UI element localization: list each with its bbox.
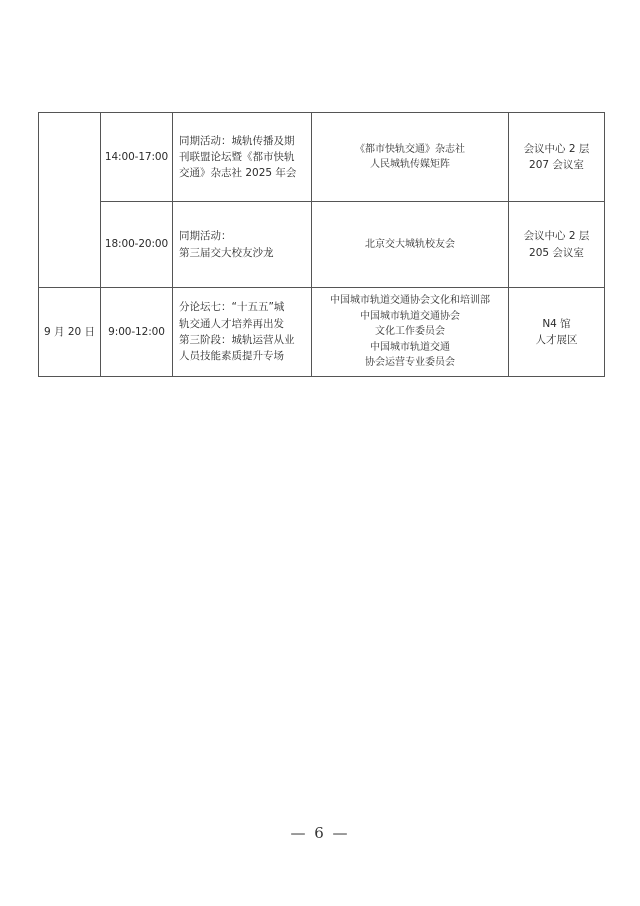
event-cell <box>173 288 312 377</box>
organizer-line: 中国城市轨道交通协会 <box>360 310 460 322</box>
venue-line: 205 会议室 <box>529 246 584 259</box>
time-cell: 14:00-17:00 <box>101 113 173 202</box>
venue-line: 会议中心 2 层 <box>523 142 590 155</box>
event-cell <box>173 113 312 202</box>
event-cell <box>173 202 312 288</box>
time-cell: 9:00-12:00 <box>101 288 173 377</box>
venue-line: 会议中心 2 层 <box>523 230 590 243</box>
venue-cell <box>509 202 605 288</box>
date-cell <box>39 113 101 288</box>
event-line: 同期活动： <box>179 230 232 243</box>
table-row <box>39 113 605 202</box>
event-line: 轨交通人才培养再出发 <box>179 317 284 330</box>
organizer-cell <box>312 288 509 377</box>
event-line: 人员技能素质提升专场 <box>179 350 284 363</box>
organizer-line: 《都市快轨交通》杂志社 <box>355 143 465 155</box>
table-row <box>39 202 605 288</box>
organizer-line: 协会运营专业委员会 <box>365 357 455 369</box>
venue-cell <box>509 113 605 202</box>
organizer-line: 北京交大城轨校友会 <box>365 238 455 250</box>
event-line: 刊联盟论坛暨《都市快轨 <box>179 150 295 163</box>
event-line: 同期活动：城轨传播及期 <box>179 134 295 147</box>
table-row <box>39 288 605 377</box>
organizer-line: 文化工作委员会 <box>375 326 445 338</box>
organizer-line: 人民城轨传媒矩阵 <box>370 159 450 170</box>
event-line: 交通》杂志社 2025 年会 <box>179 167 297 180</box>
venue-cell <box>509 288 605 377</box>
venue-line: 人才展区 <box>535 334 578 346</box>
venue-line: N4 馆 <box>542 317 571 330</box>
organizer-cell <box>312 202 509 288</box>
time-cell: 18:00-20:00 <box>101 202 173 288</box>
date-cell: 9 月 20 日 <box>39 288 101 377</box>
event-line: 第三届交大校友沙龙 <box>179 246 274 259</box>
organizer-line: 中国城市轨道交通协会文化和培训部 <box>330 295 490 307</box>
event-line: 第三阶段：城轨运营从业 <box>179 334 295 346</box>
schedule-table <box>38 112 605 377</box>
organizer-cell <box>312 113 509 202</box>
venue-line: 207 会议室 <box>529 159 584 171</box>
event-line: 分论坛七：“十五五”城 <box>179 301 285 314</box>
organizer-line: 中国城市轨道交通 <box>370 341 450 353</box>
page-number: — 6 — <box>290 824 350 842</box>
